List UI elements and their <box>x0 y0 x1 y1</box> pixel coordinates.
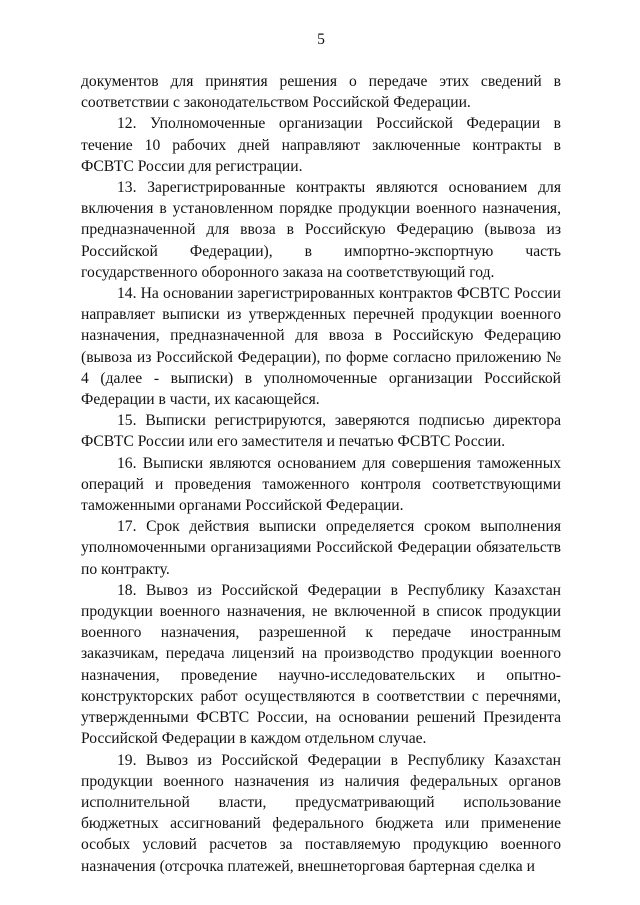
document-body <box>81 71 561 877</box>
paragraph-14: 14. На основании зарегистрированных контрактов ФСВТС России направляет выписки из утвержденных перечней продукции военного назначения, предназначенной для ввоза в Российскую Федерацию (вывоза из Российской Федерации), по форме согласно приложению № 4 (далее - выписки) в уполномоченные организации Российской Федерации в части, их касающейся. <box>81 285 561 409</box>
paragraph-17: 17. Срок действия выписки определяется сроком выполнения уполномоченными организациями Российской Федерации обязательств по контракту. <box>81 518 561 578</box>
document-page <box>81 30 561 877</box>
paragraph-continuation: документов для принятия решения о передаче этих сведений в соответствии с законодательством Российской Федерации. <box>81 73 561 112</box>
paragraph-16: 16. Выписки являются основанием для совершения таможенных операций и проведения таможенного контроля соответствующими таможенными органами Российской Федерации. <box>81 454 561 515</box>
page-number: 5 <box>317 31 325 48</box>
paragraph-19: 19. Вывоз из Российской Федерации в Республику Казахстан продукции военного назначения из наличия федеральных органов исполнительной власти, предусматривающий использование бюджетных ассигнований федерального бюджета или применение особых условий расчетов за поставляемую продукцию военного назначения (отсрочка платежей, внешнеторговая бартерная сделка и <box>81 751 561 875</box>
paragraph-18: 18. Вывоз из Российской Федерации в Республику Казахстан продукции военного назначения, не включенной в список продукции военного назначения, разрешенной к передаче иностранным заказчикам, передача лицензий на производство продукции военного назначения, проведение научно-исследовательских и опытно-конструкторских работ осуществляются в соответствии с перечнями, утвержденными ФСВТС России, на основании решений Президента Российской Федерации в каждом отдельном случае. <box>81 581 561 748</box>
paragraph-12: 12. Уполномоченные организации Российской Федерации в течение 10 рабочих дней направляют заключенные контракты в ФСВТС России для регистрации. <box>81 115 561 175</box>
paragraph-13: 13. Зарегистрированные контракты являются основанием для включения в установленном порядке продукции военного назначения, предназначенной для ввоза в Российскую Федерацию (вывоза из Российской Федерации), в импортно-экспортную часть государственного оборонного заказа на соответствующий год. <box>81 179 561 281</box>
paragraph-15: 15. Выписки регистрируются, заверяются подписью директора ФСВТС России или его заместителя и печатью ФСВТС России. <box>81 412 561 451</box>
